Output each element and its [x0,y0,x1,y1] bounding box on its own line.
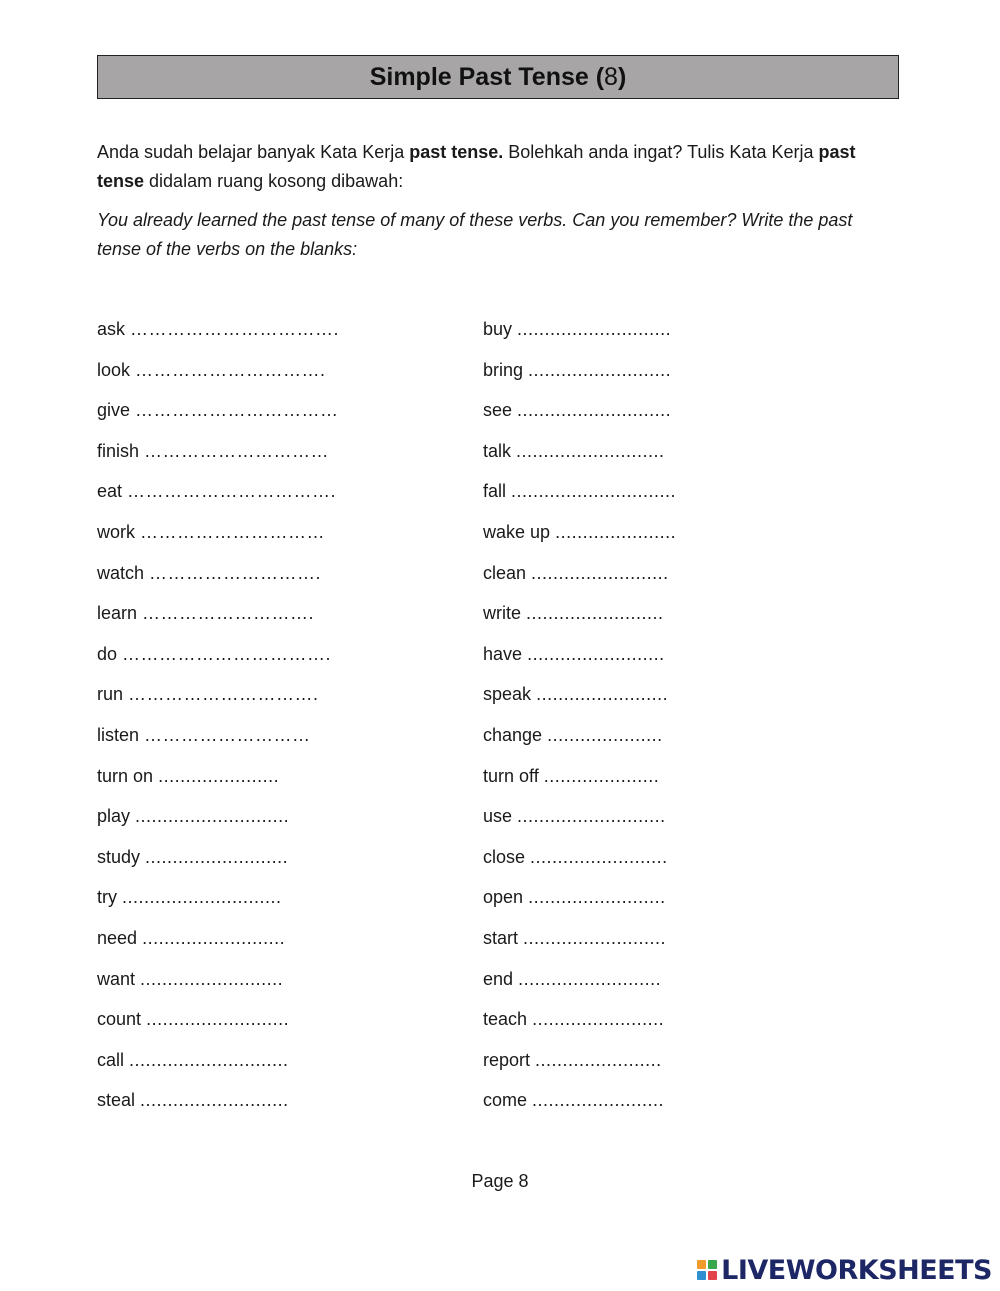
intro-ms-bold2: past tense [97,142,856,191]
verb-item [483,478,676,519]
verb-word: do [97,643,118,664]
verb-item [97,844,339,885]
answer-blank[interactable]: ...................... [158,765,280,786]
verb-item [483,357,676,398]
brand-footer [697,1254,992,1286]
verb-word: work [97,521,136,542]
verb-item [483,722,676,763]
intro-ms-part2: Bolehkah anda ingat? Tulis Kata Kerja [503,142,819,162]
verb-word: open [483,887,524,908]
verb-item [97,884,339,925]
answer-blank[interactable]: ........................ [532,1090,665,1111]
answer-blank[interactable]: ......................... [526,603,664,624]
verb-item [483,1047,676,1088]
answer-blank[interactable]: ........................... [140,1090,289,1111]
verb-word: use [483,806,513,827]
verb-word: change [483,724,543,745]
answer-blank[interactable]: .......................... [528,359,672,380]
answer-blank[interactable]: ......................... [528,887,666,908]
verb-word: start [483,927,519,948]
answer-blank[interactable]: ....................... [535,1049,662,1070]
answer-blank[interactable]: ......................... [531,562,669,583]
verb-word: see [483,400,513,421]
answer-blank[interactable]: .......................... [146,1009,290,1030]
verb-item [97,681,339,722]
title-number: 8 [604,62,618,91]
logo-square [708,1260,717,1269]
verb-word: close [483,846,526,867]
answer-blank[interactable]: ..................... [543,765,660,786]
verb-word: finish [97,440,140,461]
verb-item [483,763,676,804]
verb-word: count [97,1009,142,1030]
answer-blank[interactable]: .......................... [523,927,667,948]
verb-item [97,641,339,682]
verb-item [97,1047,339,1088]
answer-blank[interactable]: ............................ [517,400,672,421]
verb-word: want [97,968,136,989]
verb-word: play [97,806,131,827]
intro-ms-part1: Anda sudah belajar banyak Kata Kerja [97,142,410,162]
verb-word: report [483,1049,531,1070]
answer-blank[interactable]: ........................... [516,440,665,461]
verb-item [483,316,676,357]
verb-word: call [97,1049,125,1070]
answer-blank[interactable]: ………………………. [142,603,315,624]
answer-blank[interactable]: ……………………………. [130,319,340,339]
answer-blank[interactable]: ……………………………. [127,481,337,502]
verb-word: steal [97,1090,136,1111]
verb-item [483,600,676,641]
answer-blank[interactable]: .............................. [511,481,677,502]
instructions-malay [97,138,887,196]
title-text: Simple Past Tense ( [369,62,605,91]
answer-blank[interactable]: ......................... [527,643,665,664]
verb-item [97,1006,339,1047]
verb-item [483,438,676,479]
answer-blank[interactable]: .......................... [145,846,289,867]
verb-word: come [483,1090,528,1111]
answer-blank[interactable]: ......................... [530,846,668,867]
answer-blank[interactable]: ……………………………. [122,643,332,664]
verb-item [97,600,339,641]
verb-word: have [483,643,523,664]
verb-item [97,560,339,601]
verb-list-right [483,316,676,1128]
answer-blank[interactable]: .......................... [142,927,286,948]
answer-blank[interactable]: ........................... [517,806,666,827]
verb-word: teach [483,1009,528,1030]
answer-blank[interactable]: ………………………… [140,521,326,542]
answer-blank[interactable]: …………………………. [128,684,319,705]
logo-square [708,1271,717,1280]
verb-word: run [97,684,124,705]
logo-square [697,1271,706,1280]
verb-item [97,925,339,966]
verb-item [97,478,339,519]
verb-item [483,925,676,966]
verb-word: look [97,359,131,380]
verb-word: give [97,400,131,421]
verb-word: buy [483,319,513,339]
answer-blank[interactable]: .......................... [518,968,662,989]
verb-word: wake up [483,521,551,542]
verb-item [483,397,676,438]
verb-item [97,438,339,479]
verb-item [97,722,339,763]
verb-word: watch [97,562,145,583]
logo-square [697,1260,706,1269]
verb-word: clean [483,562,527,583]
verb-word: listen [97,724,140,745]
verb-word: eat [97,481,123,502]
verb-word: study [97,846,141,867]
answer-blank[interactable]: ........................ [532,1009,665,1030]
verb-word: bring [483,359,524,380]
verb-word: need [97,927,138,948]
verb-word: talk [483,440,512,461]
verb-word: turn on [97,765,154,786]
answer-blank[interactable]: ............................ [135,806,290,827]
answer-blank[interactable]: …………………………. [135,359,326,380]
verb-item [483,560,676,601]
intro-ms-part3: didalam ruang kosong dibawah: [144,171,404,191]
verb-word: try [97,887,117,908]
answer-blank[interactable]: .......................... [140,968,284,989]
brand-text: LIVEWORKSHEETS [721,1254,992,1286]
verb-item [97,1087,339,1128]
verb-word: end [483,968,514,989]
verb-item [483,1006,676,1047]
verb-item [483,681,676,722]
intro-ms-bold1: past tense. [409,142,504,162]
answer-blank[interactable]: …………………………… [135,400,339,421]
answer-blank[interactable]: ........................ [536,684,669,705]
verb-item [483,519,676,560]
verb-item [97,397,339,438]
title-close: ) [617,62,627,91]
answer-blank[interactable]: ............................. [129,1049,289,1070]
verb-item [97,803,339,844]
answer-blank[interactable]: ............................ [517,319,672,339]
verb-list-left [97,316,339,1128]
answer-blank[interactable]: ............................. [122,887,282,908]
instructions-english: You already learned the past tense of many of these verbs. Can you remember? Write the past tense of the verbs on the blanks: [97,210,853,259]
verb-word: speak [483,684,532,705]
verb-item [97,519,339,560]
verb-item [483,803,676,844]
page-title [97,55,899,99]
verb-item [483,966,676,1007]
answer-blank[interactable]: ………………………. [149,562,322,583]
verb-item [483,844,676,885]
verb-word: ask [97,319,126,339]
verb-item [97,316,339,357]
verb-item [483,884,676,925]
verb-item [97,763,339,804]
verb-item [483,641,676,682]
page-number: Page 8 [471,1171,529,1191]
answer-blank[interactable]: ……………………… [144,724,311,745]
verb-item [97,966,339,1007]
verb-word: turn off [483,765,539,786]
answer-blank[interactable]: ………………………… [144,440,330,461]
verb-item [97,357,339,398]
verb-item [483,1087,676,1128]
answer-blank[interactable]: ...................... [555,521,677,542]
liveworksheets-logo-icon [697,1260,717,1280]
verb-word: fall [483,481,507,502]
verb-word: write [483,603,522,624]
verb-word: learn [97,603,138,624]
answer-blank[interactable]: ..................... [547,724,663,745]
